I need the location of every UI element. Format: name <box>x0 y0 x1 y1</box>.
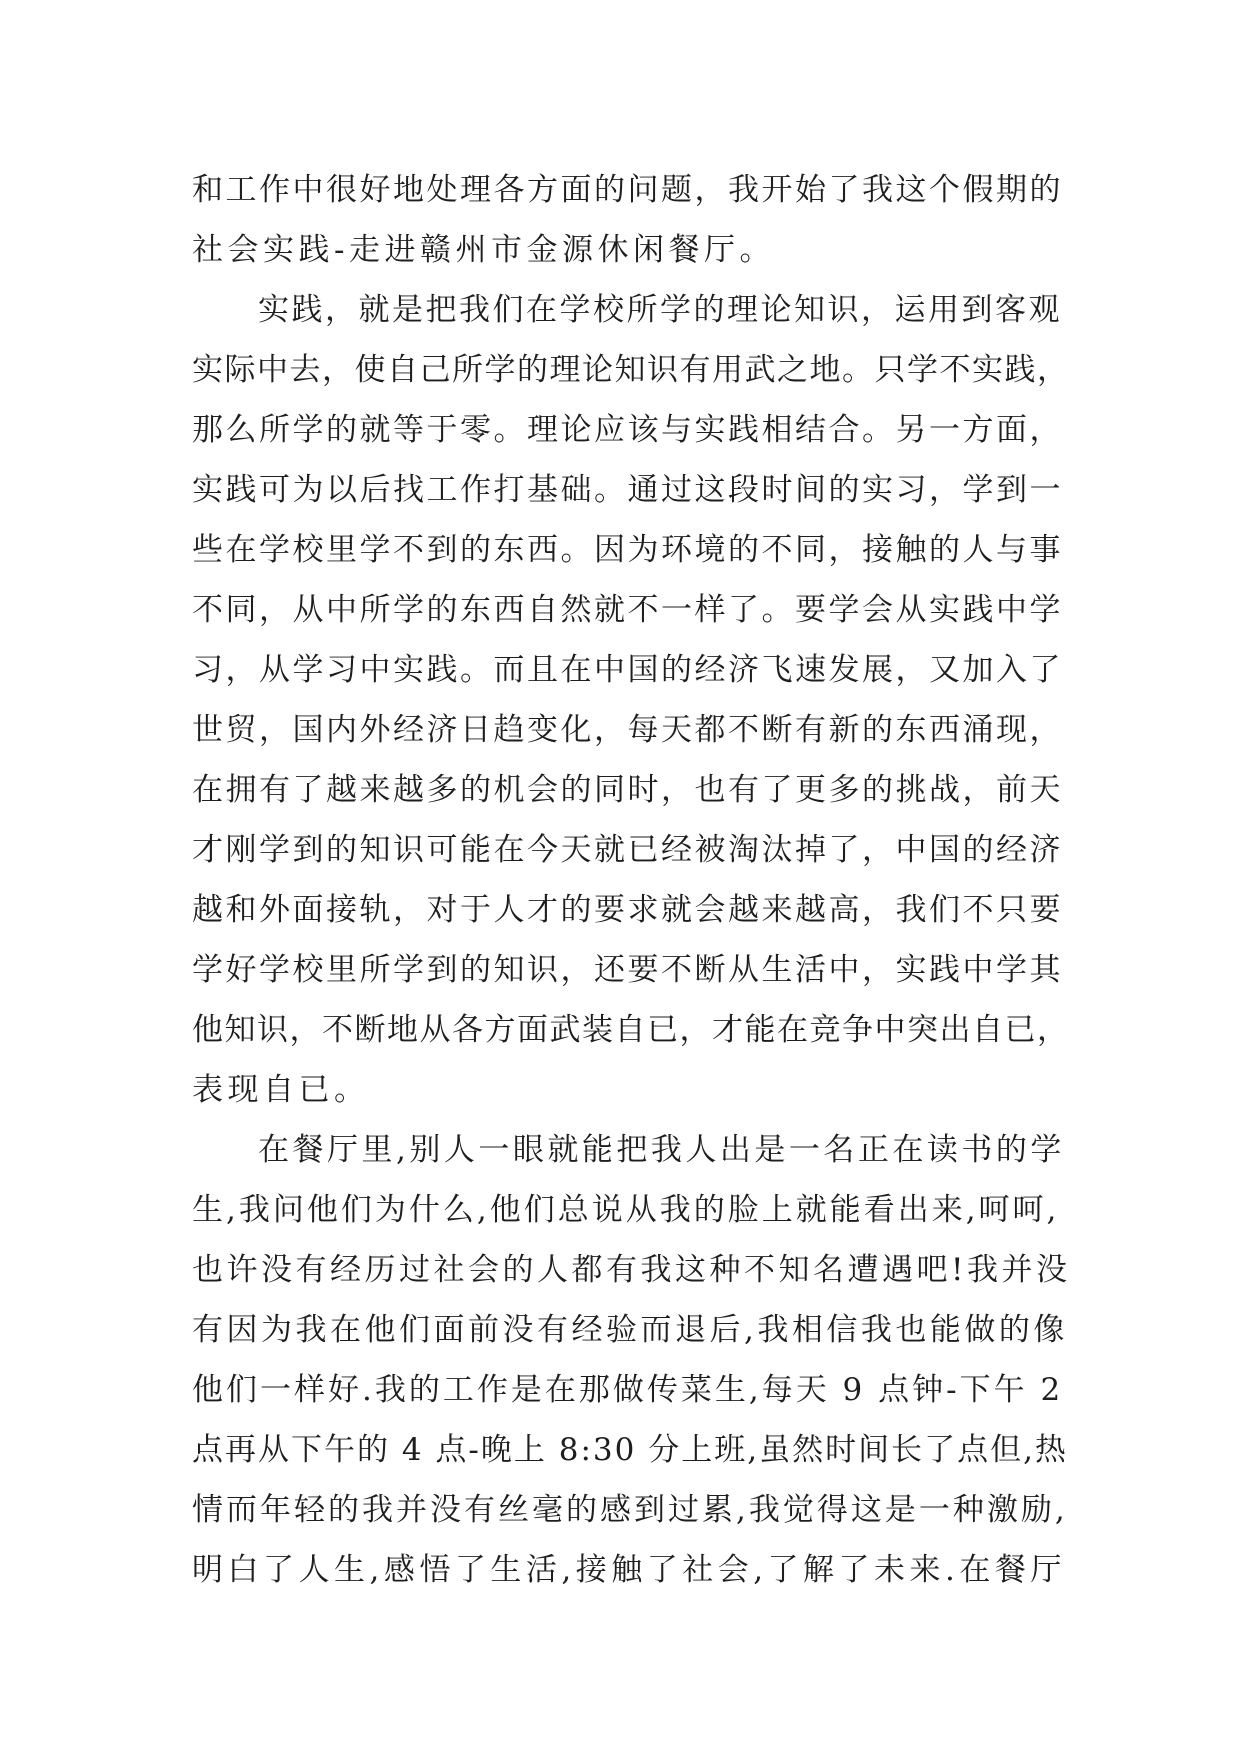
paragraph-start-line: 在餐厅里,别人一眼就能把我人出是一名正在读书的学 <box>258 1132 1065 1168</box>
text-line: 实践可为以后找工作打基础。通过这段时间的实习，学到一 <box>192 472 1063 508</box>
text-line: 和工作中很好地处理各方面的问题，我开始了我这个假期的 <box>192 172 1063 208</box>
text-line: 世贸，国内外经济日趋变化，每天都不断有新的东西涌现， <box>192 712 1063 748</box>
text-line: 也许没有经历过社会的人都有我这种不知名遭遇吧!我并没 <box>192 1252 1071 1288</box>
paragraph-start-line: 实践，就是把我们在学校所学的理论知识，运用到客观 <box>258 292 1062 328</box>
text-line: 生,我问他们为什么,他们总说从我的脸上就能看出来,呵呵, <box>192 1192 1060 1228</box>
text-line: 他们一样好.我的工作是在那做传菜生,每天 9 点钟-下午 2 <box>192 1372 1064 1408</box>
text-line: 学好学校里所学到的知识，还要不断从生活中，实践中学其 <box>192 952 1063 988</box>
text-line: 实际中去，使自己所学的理论知识有用武之地。只学不实践， <box>192 352 1070 388</box>
text-line: 社会实践-走进赣州市金源休闲餐厅。 <box>192 232 775 268</box>
text-line: 表现自已。 <box>192 1072 370 1108</box>
text-line: 些在学校里学不到的东西。因为环境的不同，接触的人与事 <box>192 532 1063 568</box>
text-line: 他知识，不断地从各方面武装自已，才能在竞争中突出自已， <box>192 1012 1070 1048</box>
text-line: 那么所学的就等于零。理论应该与实践相结合。另一方面， <box>192 412 1063 448</box>
text-line: 点再从下午的 4 点-晚上 8:30 分上班,虽然时间长了点但,热 <box>192 1432 1068 1468</box>
text-line: 习，从学习中实践。而且在中国的经济飞速发展，又加入了 <box>192 652 1063 688</box>
text-line: 在拥有了越来越多的机会的同时，也有了更多的挑战，前天 <box>192 772 1063 808</box>
text-line: 越和外面接轨，对于人才的要求就会越来越高，我们不只要 <box>192 892 1063 928</box>
text-line: 才刚学到的知识可能在今天就已经被淘汰掉了，中国的经济 <box>192 832 1063 868</box>
document-body <box>192 160 1072 1600</box>
text-line: 有因为我在他们面前没有经验而退后,我相信我也能做的像 <box>192 1312 1068 1348</box>
text-line: 情而年轻的我并没有丝毫的感到过累,我觉得这是一种激励, <box>192 1492 1068 1528</box>
text-line: 明白了人生,感悟了生活,接触了社会,了解了未来.在餐厅 <box>192 1552 1066 1588</box>
text-line: 不同，从中所学的东西自然就不一样了。要学会从实践中学 <box>192 592 1063 628</box>
